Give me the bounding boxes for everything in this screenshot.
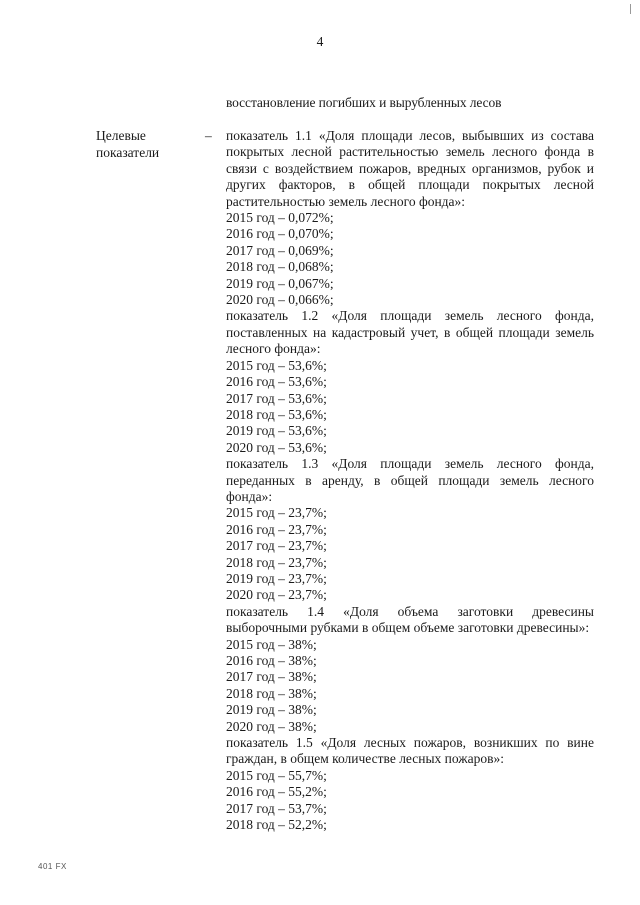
section-label [96, 128, 196, 161]
indicator-text: показатель 1.1 «Доля площади лесов, выбывших из состава покрытых лесной растительностью земель лесного фонда в связи с воздействием пожаров, вредных организмов, рубок и других факторов, в общей площади покрытых лесной растительностью земель лесного фонда»: [226, 128, 594, 209]
year-value: 2016 год – 23,7%; [226, 521, 327, 537]
indicator-block [226, 735, 594, 833]
year-value: 2018 год – 23,7%; [226, 554, 327, 570]
year-value: 2016 год – 38%; [226, 653, 317, 668]
year-value: 2018 год – 52,2%; [226, 817, 327, 833]
indicator-text: показатель 1.5 «Доля лесных пожаров, возникших по вине граждан, в общем количестве лесных пожаров»: [226, 735, 594, 767]
indicator-text: показатель 1.4 «Доля объема заготовки древесины выборочными рубками в общем объеме заготовки древесины»: [226, 603, 594, 636]
year-value: 2016 год – 0,070%; [226, 226, 334, 242]
indicator-text: показатель 1.2 «Доля площади земель лесного фонда, поставленных на кадастровый учет, в общей площади земель лесного фонда»: [226, 308, 594, 357]
year-value: 2015 год – 55,7%; [226, 767, 327, 783]
year-value: 2018 год – 38%; [226, 685, 317, 701]
year-value: 2017 год – 53,6%; [226, 390, 327, 406]
year-value: 2017 год – 38%; [226, 669, 317, 685]
year-value: 2018 год – 0,068%; [226, 259, 334, 275]
footer-mark: 401 FX [38, 862, 67, 871]
indicator-block [226, 604, 594, 735]
indicator-block [226, 128, 594, 308]
year-value: 2017 год – 23,7%; [226, 538, 327, 554]
year-value: 2020 год – 0,066%; [226, 292, 334, 308]
year-value: 2015 год – 23,7%; [226, 505, 327, 521]
section-label-line2: показатели [96, 144, 160, 160]
year-value: 2020 год – 38%; [226, 718, 317, 734]
page-number: 4 [316, 34, 324, 49]
year-value: 2017 год – 0,069%; [226, 242, 334, 258]
year-value: 2020 год – 23,7%; [226, 587, 327, 603]
year-value: 2017 год – 53,7%; [226, 800, 327, 816]
year-value: 2015 год – 38%; [226, 636, 317, 652]
year-value: 2019 год – 38%; [226, 702, 317, 718]
indicator-block [226, 308, 594, 456]
year-value: 2020 год – 53,6%; [226, 439, 327, 455]
section-label-line1: Целевые [96, 128, 146, 143]
indicator-text: показатель 1.3 «Доля площади земель лесного фонда, переданных в аренду, в общей площади земель лесного фонда»: [226, 456, 594, 504]
section-dash: – [205, 128, 212, 143]
year-value: 2015 год – 0,072%; [226, 210, 334, 226]
year-value: 2015 год – 53,6%; [226, 357, 327, 373]
indicators-list [226, 128, 594, 833]
year-value: 2016 год – 55,2%; [226, 784, 327, 800]
indicator-block [226, 456, 594, 604]
continuation-text: восстановление погибших и вырубленных лесов [226, 95, 502, 110]
year-value: 2018 год – 53,6%; [226, 406, 327, 422]
year-value: 2019 год – 0,067%; [226, 275, 334, 291]
year-value: 2016 год – 53,6%; [226, 374, 327, 390]
year-value: 2019 год – 53,6%; [226, 423, 327, 439]
year-value: 2019 год – 23,7%; [226, 570, 327, 586]
scan-corner-mark [630, 4, 631, 14]
